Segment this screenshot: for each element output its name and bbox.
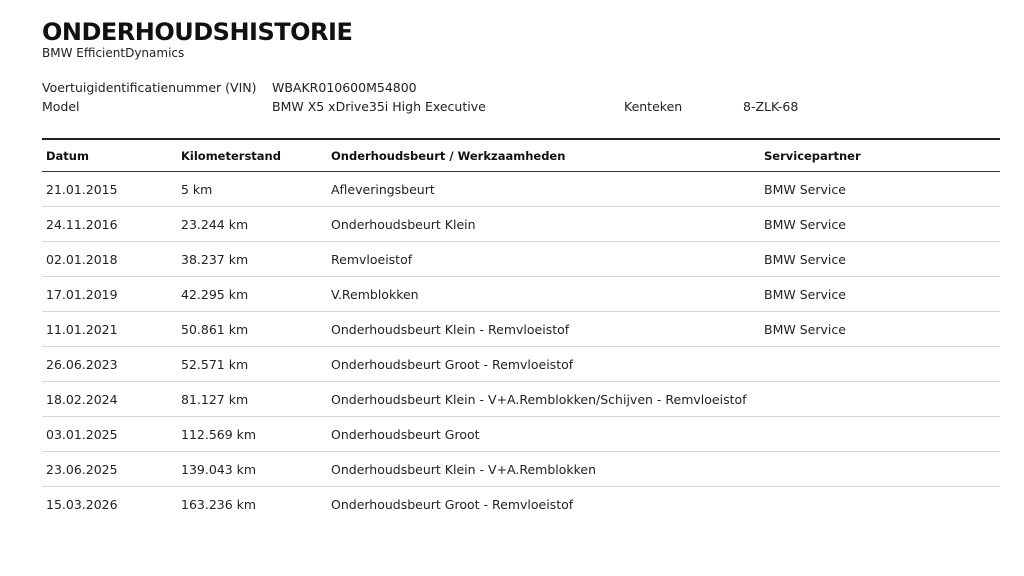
page-title: ONDERHOUDSHISTORIE	[42, 18, 353, 46]
table-cell-service: Onderhoudsbeurt Klein - V+A.Remblokken/Schijven - Remvloeistof	[331, 391, 747, 407]
table-cell-mileage: 42.295 km	[181, 286, 249, 302]
column-header-date: Datum	[46, 148, 89, 163]
table-body	[42, 172, 1000, 521]
table-row	[42, 312, 1000, 347]
vin-value: WBAKR010600M54800	[272, 80, 417, 95]
table-cell-service: V.Remblokken	[331, 286, 419, 302]
table-cell-partner: BMW Service	[764, 216, 846, 232]
table-cell-date: 23.06.2025	[46, 461, 118, 477]
table-cell-date: 11.01.2021	[46, 321, 118, 337]
table-cell-service: Afleveringsbeurt	[331, 181, 435, 197]
table-row	[42, 347, 1000, 382]
table-cell-mileage: 23.244 km	[181, 216, 249, 232]
table-cell-date: 26.06.2023	[46, 356, 118, 372]
table-cell-service: Onderhoudsbeurt Groot	[331, 426, 480, 442]
model-label: Model	[42, 99, 80, 114]
table-cell-date: 17.01.2019	[46, 286, 118, 302]
table-cell-service: Onderhoudsbeurt Groot - Remvloeistof	[331, 496, 574, 512]
table-cell-mileage: 81.127 km	[181, 391, 249, 407]
table-cell-date: 02.01.2018	[46, 251, 118, 267]
table-row	[42, 382, 1000, 417]
table-cell-mileage: 163.236 km	[181, 496, 257, 512]
table-row	[42, 487, 1000, 521]
table-cell-service: Onderhoudsbeurt Groot - Remvloeistof	[331, 356, 574, 372]
table-row	[42, 417, 1000, 452]
table-cell-mileage: 38.237 km	[181, 251, 249, 267]
table-cell-mileage: 52.571 km	[181, 356, 249, 372]
table-cell-mileage: 50.861 km	[181, 321, 249, 337]
table-row	[42, 207, 1000, 242]
table-cell-date: 18.02.2024	[46, 391, 118, 407]
table-cell-mileage: 5 km	[181, 181, 213, 197]
column-header-service: Onderhoudsbeurt / Werkzaamheden	[331, 148, 566, 163]
column-header-partner: Servicepartner	[764, 148, 861, 163]
model-value: BMW X5 xDrive35i High Executive	[272, 99, 486, 114]
table-cell-partner: BMW Service	[764, 181, 846, 197]
table-cell-service: Onderhoudsbeurt Klein - Remvloeistof	[331, 321, 570, 337]
table-cell-service: Onderhoudsbeurt Klein	[331, 216, 476, 232]
table-cell-service: Remvloeistof	[331, 251, 413, 267]
column-header-mileage: Kilometerstand	[181, 148, 281, 163]
table-cell-date: 21.01.2015	[46, 181, 118, 197]
table-cell-partner: BMW Service	[764, 251, 846, 267]
plate-value: 8-ZLK-68	[743, 99, 799, 114]
table-cell-date: 24.11.2016	[46, 216, 118, 232]
table-cell-partner: BMW Service	[764, 286, 846, 302]
table-cell-date: 03.01.2025	[46, 426, 118, 442]
table-row	[42, 452, 1000, 487]
table-cell-mileage: 139.043 km	[181, 461, 257, 477]
table-cell-mileage: 112.569 km	[181, 426, 257, 442]
maintenance-table	[42, 138, 1000, 521]
table-cell-partner: BMW Service	[764, 321, 846, 337]
page-subtitle: BMW EfficientDynamics	[42, 46, 185, 60]
plate-label: Kenteken	[624, 99, 683, 114]
table-row	[42, 242, 1000, 277]
vin-label: Voertuigidentificatienummer (VIN)	[42, 80, 257, 95]
table-cell-service: Onderhoudsbeurt Klein - V+A.Remblokken	[331, 461, 597, 477]
table-cell-date: 15.03.2026	[46, 496, 118, 512]
table-header-row	[42, 140, 1000, 172]
table-row	[42, 172, 1000, 207]
table-row	[42, 277, 1000, 312]
